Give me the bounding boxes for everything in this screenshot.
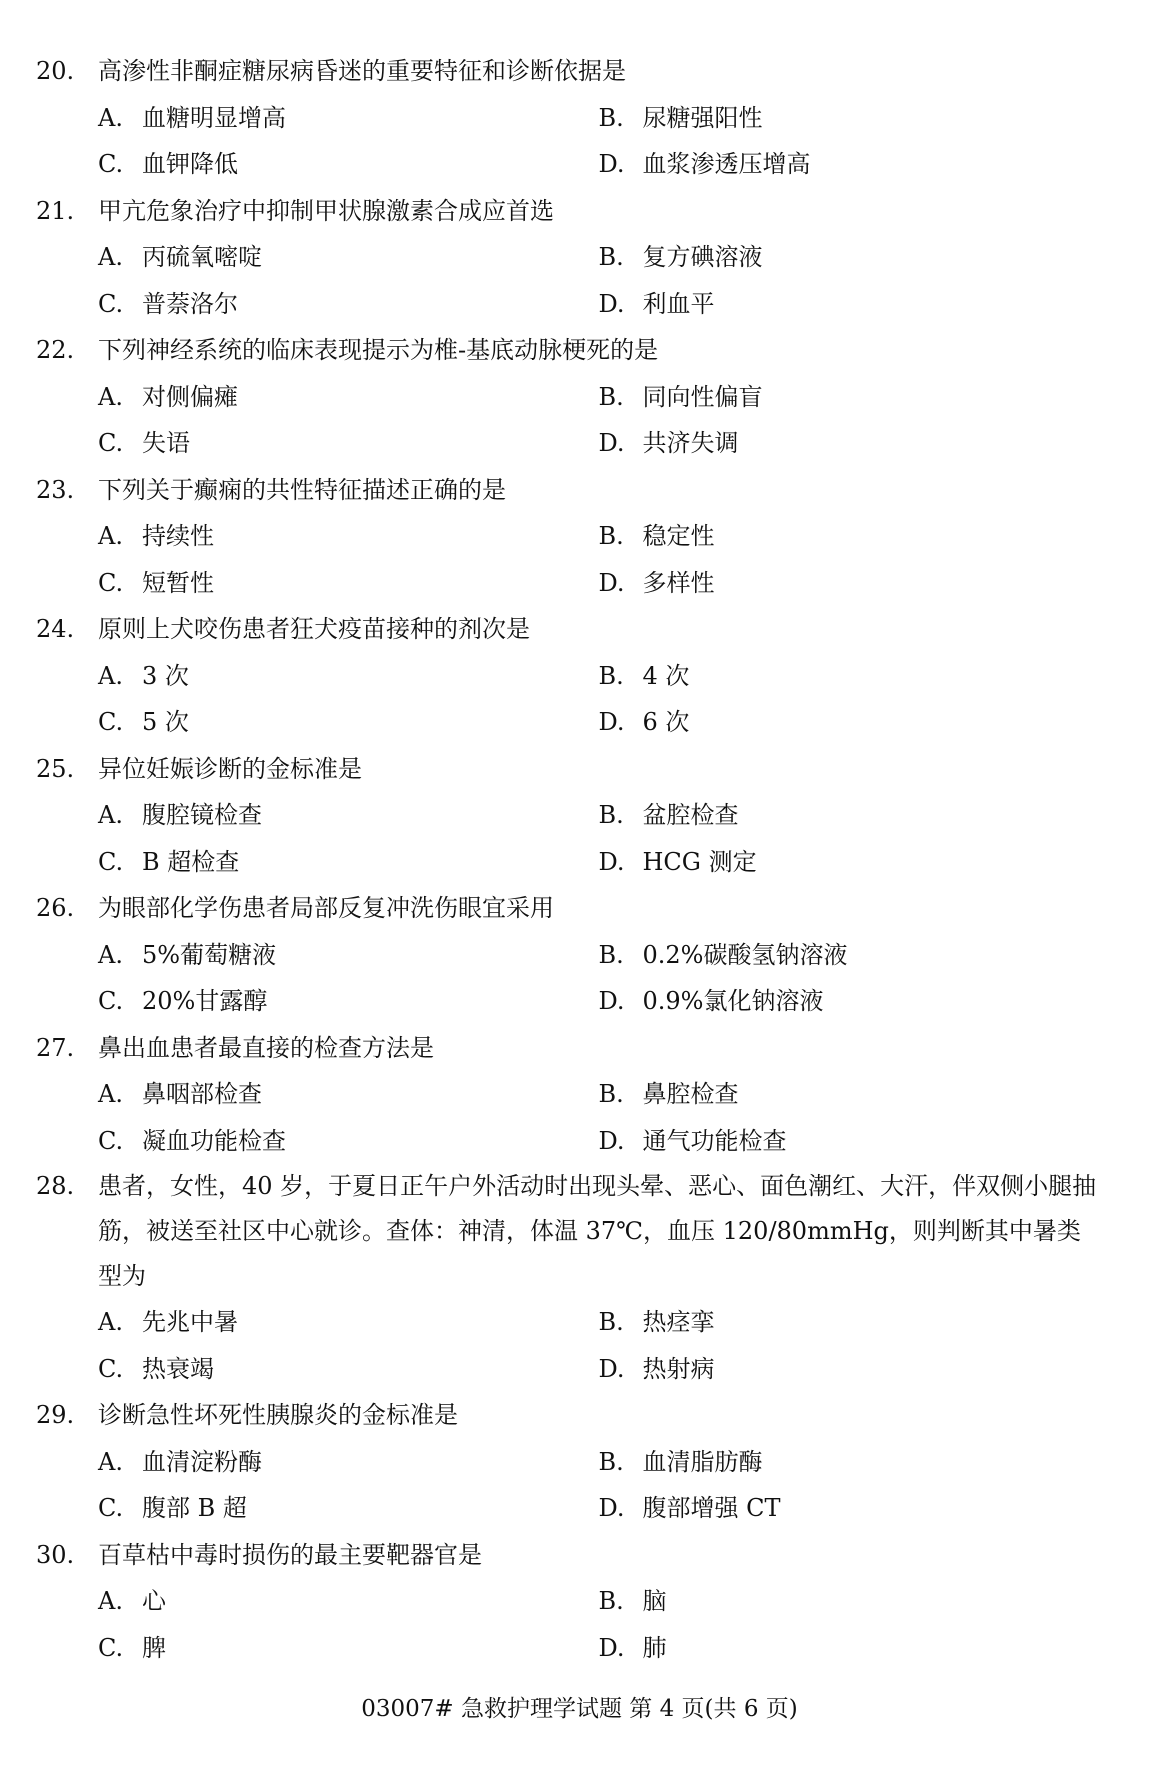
question-text: 下列神经系统的临床表现提示为椎-基底动脉梗死的是 <box>98 336 659 364</box>
option-letter: B. <box>598 103 624 132</box>
option-letter: B. <box>598 382 624 411</box>
question-number: 26. <box>36 894 75 922</box>
option-text: 稳定性 <box>642 522 715 550</box>
question-stem <box>36 1164 1099 1299</box>
answer-option <box>98 1118 599 1165</box>
answer-option <box>98 560 599 607</box>
answer-option <box>599 420 1100 467</box>
option-letter: B. <box>598 1308 624 1336</box>
question-stem <box>36 1532 1099 1579</box>
option-letter: B. <box>598 661 624 690</box>
answer-option <box>98 839 599 886</box>
option-letter: A. <box>98 522 123 550</box>
question-stem <box>36 467 1099 514</box>
option-row <box>36 513 1099 560</box>
option-row <box>36 1625 1099 1672</box>
option-letter: A. <box>98 382 123 411</box>
question-text: 异位妊娠诊断的金标准是 <box>98 754 362 783</box>
option-letter: A. <box>98 243 123 271</box>
option-text: 5%葡萄糖液 <box>142 940 277 969</box>
question-item <box>36 1025 1099 1165</box>
option-text: HCG 测定 <box>642 847 757 876</box>
option-row <box>36 978 1099 1025</box>
option-row <box>36 932 1099 979</box>
option-text: 6 次 <box>642 708 690 736</box>
option-text: 血糖明显增高 <box>142 103 286 132</box>
option-text: 持续性 <box>142 522 214 550</box>
option-letter: C. <box>98 847 124 876</box>
answer-option <box>98 932 599 979</box>
option-letter: C. <box>98 429 124 457</box>
option-text: 鼻腔检查 <box>642 1080 739 1108</box>
question-item <box>36 885 1099 1025</box>
option-letter: D. <box>598 1354 625 1383</box>
answer-option <box>599 653 1100 700</box>
option-letter: A. <box>98 661 123 690</box>
option-row <box>36 1439 1099 1486</box>
answer-option <box>599 978 1100 1025</box>
question-number: 20. <box>36 57 75 85</box>
option-text: 脑 <box>642 1587 667 1615</box>
option-letter: C. <box>98 708 124 736</box>
answer-option <box>98 653 599 700</box>
option-text: B 超检查 <box>142 847 240 876</box>
option-letter: B. <box>598 940 624 969</box>
option-letter: A. <box>98 103 123 132</box>
answer-option <box>599 1346 1100 1393</box>
option-letter: A. <box>98 1080 123 1108</box>
question-text: 下列关于癫痫的共性特征描述正确的是 <box>98 475 506 504</box>
option-text: 多样性 <box>642 568 715 597</box>
option-letter: B. <box>598 801 624 829</box>
option-letter: D. <box>598 150 625 178</box>
option-text: 腹部增强 CT <box>642 1494 781 1522</box>
option-letter: D. <box>598 429 625 457</box>
question-number: 21. <box>36 196 75 225</box>
question-text: 原则上犬咬伤患者狂犬疫苗接种的剂次是 <box>98 615 530 643</box>
option-letter: B. <box>598 1447 624 1476</box>
option-text: 通气功能检查 <box>642 1126 787 1155</box>
question-item <box>36 467 1099 607</box>
option-text: 热衰竭 <box>142 1354 214 1383</box>
answer-option <box>98 1578 599 1625</box>
option-text: 脾 <box>142 1633 166 1662</box>
answer-option <box>98 374 599 421</box>
question-number: 25. <box>36 754 75 783</box>
option-letter: C. <box>98 987 124 1015</box>
option-letter: D. <box>598 1126 625 1155</box>
option-text: 失语 <box>142 429 190 457</box>
answer-option <box>599 1118 1100 1165</box>
answer-option <box>599 1299 1100 1346</box>
option-text: 腹腔镜检查 <box>142 801 262 829</box>
question-text: 百草枯中毒时损伤的最主要靶器官是 <box>98 1540 482 1569</box>
question-number: 30. <box>36 1540 75 1569</box>
answer-option <box>98 234 599 281</box>
option-letter: C. <box>98 1633 124 1662</box>
option-letter: A. <box>98 801 123 829</box>
question-item <box>36 327 1099 467</box>
option-row <box>36 374 1099 421</box>
answer-option <box>98 1439 599 1486</box>
question-number: 27. <box>36 1033 75 1062</box>
question-number: 22. <box>36 336 75 364</box>
option-text: 肺 <box>642 1633 667 1662</box>
question-text: 患者，女性，40 岁，于夏日正午户外活动时出现头晕、恶心、面色潮红、大汗，伴双侧小腿抽筋，被送至社区中心就诊。查体：神清，体温 37℃，血压 120/80mmHg，则判断其中暑类型为 <box>98 1172 1097 1290</box>
option-text: 腹部 B 超 <box>142 1494 247 1522</box>
answer-option <box>599 1578 1100 1625</box>
answer-option <box>98 1485 599 1532</box>
question-item <box>36 606 1099 746</box>
answer-option <box>98 1625 599 1672</box>
option-text: 普萘洛尔 <box>142 289 238 318</box>
option-row <box>36 1346 1099 1393</box>
answer-option <box>98 420 599 467</box>
answer-option <box>599 513 1100 560</box>
answer-option <box>98 1071 599 1118</box>
option-row <box>36 95 1099 142</box>
option-letter: B. <box>598 243 624 271</box>
question-list <box>36 48 1099 1671</box>
option-row <box>36 839 1099 886</box>
option-letter: A. <box>98 1587 123 1615</box>
option-text: 尿糖强阳性 <box>642 103 763 132</box>
option-letter: D. <box>598 987 625 1015</box>
option-text: 凝血功能检查 <box>142 1126 286 1155</box>
answer-option <box>98 1346 599 1393</box>
option-text: 血清淀粉酶 <box>142 1447 262 1476</box>
option-letter: D. <box>598 1633 625 1662</box>
answer-option <box>98 1299 599 1346</box>
answer-option <box>98 95 599 142</box>
option-letter: D. <box>598 1494 625 1522</box>
option-text: 血钾降低 <box>142 150 238 178</box>
option-row <box>36 1071 1099 1118</box>
answer-option <box>98 699 599 746</box>
option-letter: B. <box>598 522 624 550</box>
option-text: 丙硫氧嘧啶 <box>142 243 262 271</box>
answer-option <box>599 1071 1100 1118</box>
answer-option <box>599 234 1100 281</box>
option-text: 利血平 <box>642 289 715 318</box>
option-row <box>36 653 1099 700</box>
option-row <box>36 281 1099 328</box>
option-text: 先兆中暑 <box>142 1308 238 1336</box>
option-text: 0.2%碳酸氢钠溶液 <box>642 940 848 969</box>
option-text: 短暂性 <box>142 568 214 597</box>
question-item <box>36 1532 1099 1672</box>
option-letter: A. <box>98 1308 123 1336</box>
question-item <box>36 1164 1099 1392</box>
answer-option <box>599 560 1100 607</box>
option-text: 同向性偏盲 <box>642 382 763 411</box>
answer-option <box>98 281 599 328</box>
option-text: 热射病 <box>642 1354 715 1383</box>
option-text: 3 次 <box>142 661 189 690</box>
option-text: 血清脂肪酶 <box>642 1447 763 1476</box>
question-number: 29. <box>36 1401 75 1429</box>
question-text: 高渗性非酮症糖尿病昏迷的重要特征和诊断依据是 <box>98 57 626 85</box>
question-item <box>36 746 1099 886</box>
option-letter: A. <box>98 940 123 969</box>
option-letter: C. <box>98 568 124 597</box>
answer-option <box>98 141 599 188</box>
option-row <box>36 1485 1099 1532</box>
option-letter: A. <box>98 1447 123 1476</box>
option-text: 热痉挛 <box>642 1308 715 1336</box>
option-row <box>36 420 1099 467</box>
option-text: 20%甘露醇 <box>142 987 268 1015</box>
answer-option <box>98 792 599 839</box>
answer-option <box>599 374 1100 421</box>
option-letter: D. <box>598 847 625 876</box>
answer-option <box>599 95 1100 142</box>
option-letter: C. <box>98 1494 124 1522</box>
option-text: 0.9%氯化钠溶液 <box>642 987 824 1015</box>
answer-option <box>98 513 599 560</box>
option-text: 4 次 <box>642 661 690 690</box>
question-text: 鼻出血患者最直接的检查方法是 <box>98 1033 434 1062</box>
option-letter: C. <box>98 289 124 318</box>
option-text: 对侧偏瘫 <box>142 382 238 411</box>
page-footer: 03007# 急救护理学试题 第 4 页(共 6 页) <box>361 1696 798 1722</box>
option-letter: D. <box>598 568 625 597</box>
question-text: 甲亢危象治疗中抑制甲状腺激素合成应首选 <box>98 196 554 225</box>
question-stem <box>36 1392 1099 1439</box>
question-stem <box>36 48 1099 95</box>
option-text: 血浆渗透压增高 <box>642 150 811 178</box>
question-item <box>36 1392 1099 1532</box>
answer-option <box>599 699 1100 746</box>
option-letter: C. <box>98 1126 124 1155</box>
option-row <box>36 792 1099 839</box>
question-item <box>36 48 1099 188</box>
option-text: 鼻咽部检查 <box>142 1080 262 1108</box>
answer-option <box>599 1439 1100 1486</box>
question-number: 24. <box>36 615 75 643</box>
option-text: 共济失调 <box>642 429 739 457</box>
question-stem <box>36 1025 1099 1072</box>
answer-option <box>599 932 1100 979</box>
option-letter: D. <box>598 289 625 318</box>
option-letter: C. <box>98 150 124 178</box>
question-item <box>36 188 1099 328</box>
option-row <box>36 234 1099 281</box>
question-text: 诊断急性坏死性胰腺炎的金标准是 <box>98 1401 458 1429</box>
option-letter: D. <box>598 708 625 736</box>
question-number: 23. <box>36 475 75 504</box>
answer-option <box>98 978 599 1025</box>
option-text: 5 次 <box>142 708 189 736</box>
answer-option <box>599 1485 1100 1532</box>
question-number: 28. <box>36 1172 75 1200</box>
option-row <box>36 560 1099 607</box>
question-stem <box>36 885 1099 932</box>
question-stem <box>36 606 1099 653</box>
option-row <box>36 699 1099 746</box>
answer-option <box>599 839 1100 886</box>
option-text: 盆腔检查 <box>642 801 739 829</box>
option-row <box>36 1578 1099 1625</box>
answer-option <box>599 141 1100 188</box>
answer-option <box>599 792 1100 839</box>
option-letter: C. <box>98 1354 124 1383</box>
option-letter: B. <box>598 1587 624 1615</box>
option-row <box>36 1299 1099 1346</box>
question-stem <box>36 188 1099 235</box>
option-text: 心 <box>142 1587 166 1615</box>
option-row <box>36 1118 1099 1165</box>
answer-option <box>599 1625 1100 1672</box>
option-letter: B. <box>598 1080 624 1108</box>
question-stem <box>36 327 1099 374</box>
answer-option <box>599 281 1100 328</box>
option-text: 复方碘溶液 <box>642 243 763 271</box>
question-stem <box>36 746 1099 793</box>
option-row <box>36 141 1099 188</box>
question-text: 为眼部化学伤患者局部反复冲洗伤眼宜采用 <box>98 894 554 922</box>
